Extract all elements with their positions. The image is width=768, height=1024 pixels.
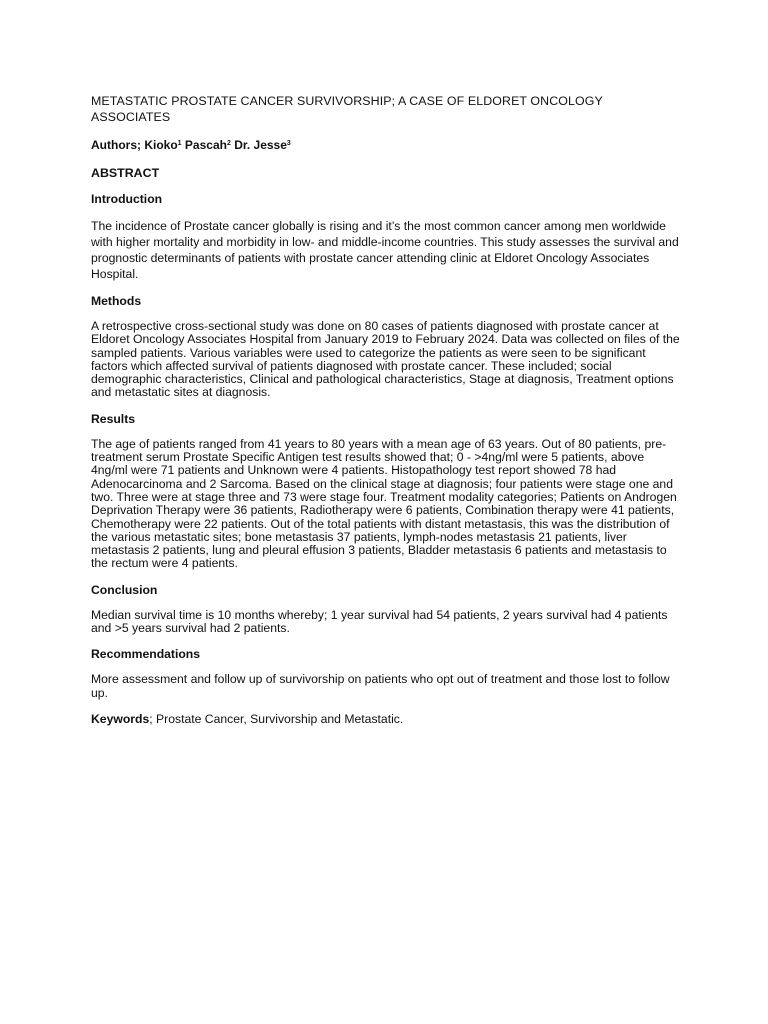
- keywords-label: Keywords: [91, 711, 150, 726]
- abstract-heading: ABSTRACT: [91, 166, 160, 180]
- recommendations-heading: Recommendations: [91, 647, 201, 662]
- introduction-heading: Introduction: [91, 192, 163, 206]
- introduction-text: The incidence of Prostate cancer globally is rising and it’s the most common cancer among men worldwide with higher mortality and morbidity in low- and middle-income countries. This study assesses the survival and prognostic determinants of patients with prostate cancer attending clinic at Eldoret Oncology Associates Hospital.: [91, 219, 679, 281]
- author-affiliation-3: 3: [286, 140, 291, 147]
- author-name-2: Pascah: [181, 138, 227, 152]
- recommendations-text: More assessment and follow up of survivorship on patients who opt out of treatment and those lost to follow up.: [91, 672, 670, 700]
- authors-line: [91, 136, 681, 153]
- document-page: [91, 93, 681, 727]
- results-text: The age of patients ranged from 41 years to 80 years with a mean age of 63 years. Out of 80 patients, pre-treatment serum Prostate Specific Antigen test results showed that; 0 - >4ng/ml were 5 patients, above 4ng/ml were 71 patients and Unknown were 4 patients. Histopathology test report showed 78 had Adenocarcinoma and 2 Sarcoma. Based on the clinical stage at diagnosis; four patients were stage one and two. Three were at stage three and 73 were stage four. Treatment modality categories; Patients on Androgen Deprivation Therapy were 36 patients, Radiotherapy were 6 patients, Combination therapy were 41 patients, Chemotherapy were 22 patients. Out of the total patients with distant metastasis, this was the distribution of the various metastatic sites; bone metastasis 37 patients, lymph-nodes metastasis 21 patients, liver metastasis 2 patients, lung and pleural effusion 3 patients, Bladder metastasis 6 patients and metastasis to the rectum were 4 patients.: [91, 436, 677, 571]
- conclusion-text: Median survival time is 10 months whereby; 1 year survival had 54 patients, 2 years survival had 4 patients and >5 years survival had 2 patients.: [91, 607, 668, 636]
- methods-text: A retrospective cross-sectional study was done on 80 cases of patients diagnosed with prostate cancer at Eldoret Oncology Associates Hospital from January 2019 to February 2024. Data was collected on files of the sampled patients. Various variables were used to categorize the patients as were seen to be significant factors which affected survival of patients diagnosed with prostate cancer. These included; social demographic characteristics, Clinical and pathological characteristics, Stage at diagnosis, Treatment options and metastatic sites at diagnosis.: [91, 319, 680, 400]
- conclusion-heading: Conclusion: [91, 582, 158, 597]
- methods-heading: Methods: [91, 294, 142, 308]
- author-affiliation-1: 1: [177, 140, 182, 147]
- paper-title: METASTATIC PROSTATE CANCER SURVIVORSHIP; A CASE OF ELDORET ONCOLOGY ASSOCIATES: [91, 94, 603, 124]
- author-name-3: Dr. Jesse: [230, 138, 287, 152]
- results-heading: Results: [91, 411, 136, 426]
- keywords-line: [91, 711, 681, 727]
- authors-label: Authors; Kioko: [91, 138, 178, 152]
- author-affiliation-2: 2: [226, 140, 231, 147]
- keywords-text: ; Prostate Cancer, Survivorship and Metastatic.: [149, 711, 404, 726]
